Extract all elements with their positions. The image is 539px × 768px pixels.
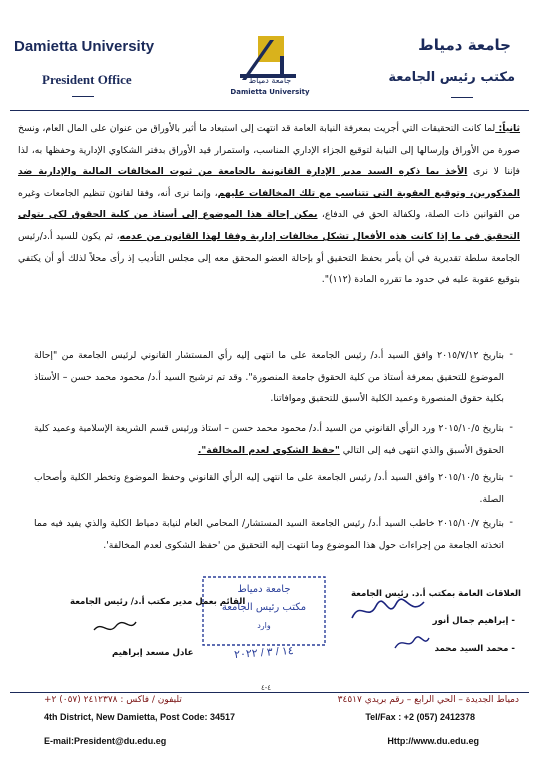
signature-left-name: عادل مسعد إبراهيم (112, 648, 194, 658)
paragraph-text-c: ، وإنما نرى أنه، وفقا لقانون تنظيم الجامعات وغيره من القوانين ذات الصلة، ولكفالة الحق في الدفاع، (18, 187, 520, 221)
section-lead: ثانياً: (495, 123, 521, 134)
signature-right-name-2: - محمد السيد محمد (434, 644, 515, 654)
office-name-en: President Office (42, 72, 132, 87)
signature-left-title: القائم بعمل مدير مكتب أ.د/ رئيس الجامعة (70, 597, 246, 607)
signature-right-title: العلاقات العامة بمكتب أ.د. رئيس الجامعة (350, 589, 521, 599)
footer-divider (10, 692, 529, 693)
footer-phone-ar: تليفون / فاكس : ٢٤١٢٣٧٨ (٠٥٧) ٢+ (44, 695, 182, 705)
stamp-line-3: وارد (257, 621, 271, 630)
stamp-line-2: مكتب رئيس الجامعة (221, 602, 307, 613)
logo-upright (280, 56, 284, 76)
office-underline-left (72, 96, 94, 97)
bullet-3-text: بتاريخ ٢٠١٥/١٠/٥ وافق السيد أ.د/ رئيس الجامعة على ما انتهى إليه الرأي القانوني وحفظ الموضوع وتخطر الكلية وأصحاب الصلة. (34, 472, 504, 505)
university-name-ar: جامعة دمياط (418, 36, 511, 54)
header-divider (10, 110, 529, 111)
bullet-1-text: بتاريخ ٢٠١٥/٧/١٢ وافق السيد أ.د/ رئيس الجامعة على ما انتهى إليه رأي المستشار القانوني لرئيس الجامعة من "إحالة الموضوع للتحقيق بمعرفة أستاذ من كلية الحقوق جامعة المنصورة". وقد تم ترشيح السيد أ.د/ محمود محمد حسن – الأستاذ بكلية حقوق المنصورة وعميد الكلية الأسبق للتحقيق وموافاتنا. (34, 350, 504, 405)
footer-address-en: 4th District, New Damietta, Post Code: 34517 (44, 712, 236, 722)
logo-caption-en: Damietta University (230, 88, 310, 96)
bullet-item-4 (34, 513, 504, 556)
stamp-line-1: جامعة دمياط (237, 584, 291, 595)
university-name-en: Damietta University (14, 38, 155, 55)
page-number: ٤-٤ (258, 684, 274, 692)
body-paragraph (18, 118, 520, 291)
incoming-stamp (200, 574, 328, 648)
bullet-marker: - (509, 471, 513, 482)
handwritten-signature-2 (392, 632, 432, 654)
stamp-handwritten-date: ١٤ / ٣ / ٢٠٢٢ (233, 644, 295, 662)
footer-website[interactable]: Http://www.du.edu.eg (387, 736, 479, 746)
paragraph-text-e: ، ثم يكون للسيد أ.د/رئيس الجامعة سلطة تقديرية في أن يأمر بحفظ التحقيق أو بإحالة العضو المحقق معه إلى مجلس التأديب إذ رأى محلاً لذلك أو أن يكتفي بتوقيع عقوبة عليه في حدود ما تقرره المادة (١١٢)". (18, 230, 520, 286)
office-name-ar: مكتب رئيس الجامعة (388, 70, 515, 85)
bullet-2-text-b: "حفظ الشكوى لعدم المخالفة". (197, 444, 340, 456)
office-underline-right (451, 97, 473, 98)
bullet-marker: - (509, 349, 513, 360)
paragraph-emphasis-d: يمكن إحالة هذا الموضوع إلى أستاذ من كلية الحقوق لكي يتولى التحقيق في ما إذا كانت هذه الأفعال تشكل مخالفات إدارية وفقا لهذا القانون من عدمه (18, 209, 520, 242)
bullet-2-text-a: بتاريخ ٢٠١٥/١٠/٥ ورد الرأي القانوني من السيد أ.د/ محمود محمد حسن – استاذ ورئيس قسم الشريعة الإسلامية وعميد كلية الحقوق الأسبق والذي انتهى فيه إلى التالي (34, 423, 504, 456)
bullet-item-1 (34, 345, 504, 410)
handwritten-signature-3 (90, 616, 140, 638)
bullet-marker: - (509, 422, 513, 433)
handwritten-signature-1 (348, 596, 428, 626)
signature-right-name-1: - إبراهيم جمال أنور (432, 616, 515, 626)
footer-email[interactable]: E-mail:President@du.edu.eg (44, 736, 167, 746)
bullet-marker: - (509, 517, 513, 528)
footer-address-ar: دمياط الجديدة – الحي الرابع – رقم بريدي ٣٤٥١٧ (337, 695, 519, 705)
paragraph-text-a: لما كانت التحقيقات التي أجريت بمعرفة النيابة العامة قد انتهت إلى استبعاد ما أثير بالأوراق من عنوان على المال العام، ونسخ صورة من الأوراق وإرسالها إلى النيابة لتوقيع الجزاء الإداري المناسب، واستمرار قيد الأوراق بدفتر الشكاوي الإدارية وحفظها به، لذا فإننا لا نرى (18, 123, 520, 178)
paragraph-emphasis-b: الأخذ بما ذكره السيد مدير الإدارة القانونية بالجامعة من ثبوت المخالفات المالية والإدارية ضد المذكورين، وتوقيع العقوبة التي تتناسب مع تلك المخالفات عليهم (18, 166, 520, 199)
bullet-item-2 (34, 418, 504, 461)
bullet-item-3 (34, 467, 504, 510)
logo-caption-ar: جامعة دمياط (248, 76, 292, 85)
footer-telfax-en: Tel/Fax : +2 (057) 2412378 (365, 712, 475, 722)
bullet-4-text: بتاريخ ٢٠١٥/١٠/٧ خاطب السيد أ.د/ رئيس الجامعة السيد المستشار/ المحامي العام لنيابة دمياط الكلية والذي يفيد فيه مما اتخذته الجامعة من إجراءات حول هذا الموضوع وما انتهت إليه التحقيق من 'حفظ الشكوى لعدم المخالفة'. (34, 518, 504, 551)
